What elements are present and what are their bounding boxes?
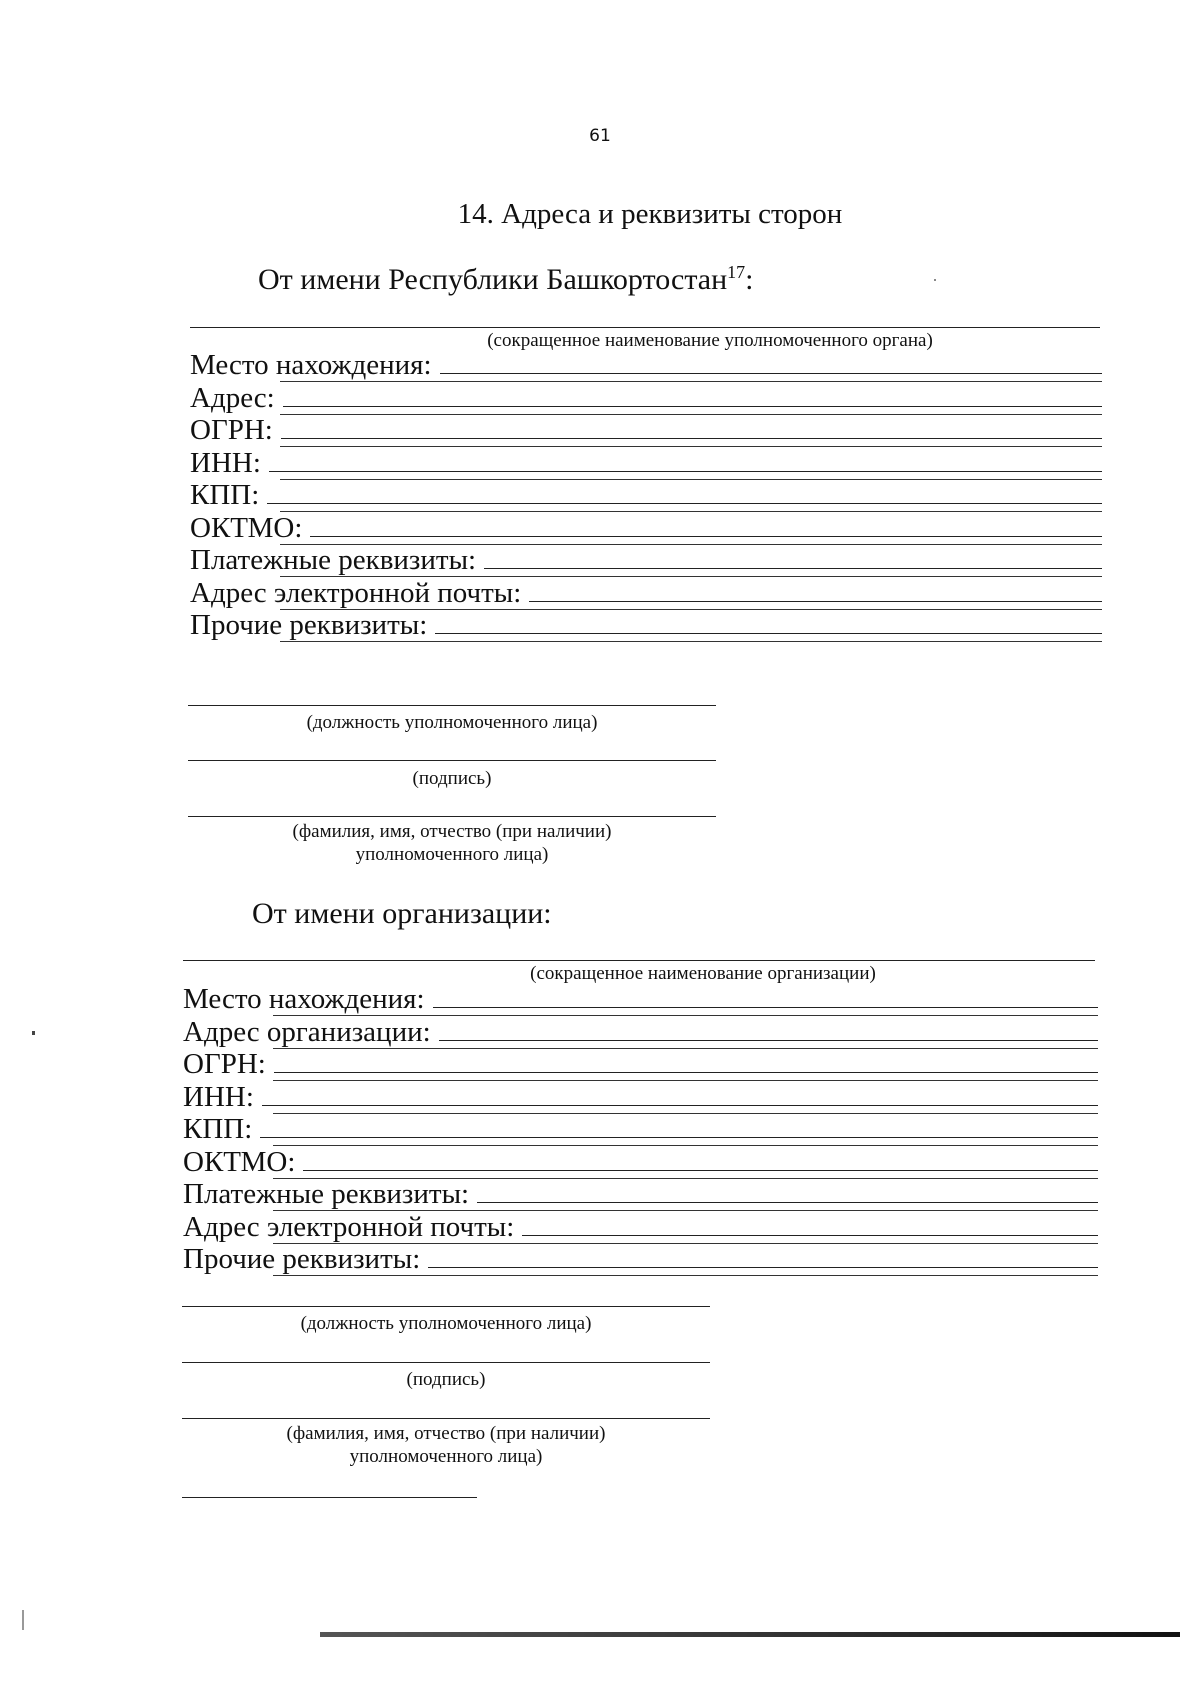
position-caption: (должность уполномоченного лица) (306, 712, 598, 733)
field-label: Прочие реквизиты: (183, 1243, 421, 1275)
field-label: ИНН: (190, 446, 261, 479)
field-blank-line[interactable] (260, 1137, 1098, 1138)
field-label: Адрес электронной почты: (183, 1210, 515, 1243)
form-field-row (183, 1179, 1098, 1209)
signature2-caption: (подпись) (406, 1369, 486, 1390)
org2-name-line[interactable] (183, 960, 1095, 961)
org-name-line[interactable] (190, 327, 1100, 328)
field-guide-line (273, 1275, 1098, 1276)
form-field-row (183, 1212, 1098, 1242)
field-label: Место нахождения: (183, 983, 425, 1015)
section-title: 14. Адреса и реквизиты сторон (457, 198, 843, 230)
field-blank-line[interactable] (440, 373, 1102, 374)
field-blank-line[interactable] (477, 1202, 1098, 1203)
position-line[interactable] (188, 705, 716, 706)
field-label: Адрес электронной почты: (190, 576, 522, 609)
field-label: ОГРН: (190, 414, 273, 446)
field-label: Прочие реквизиты: (190, 609, 428, 641)
full-name2-caption-line2: уполномоченного лица) (349, 1446, 543, 1467)
field-blank-line[interactable] (439, 1040, 1098, 1041)
form-field-row (183, 1147, 1098, 1177)
org-name-caption: (сокращенное наименование уполномоченного органа) (487, 330, 933, 351)
signature2-line[interactable] (182, 1362, 710, 1363)
field-label: Адрес организации: (183, 1015, 431, 1048)
field-label: Место нахождения: (190, 349, 432, 381)
signature-caption: (подпись) (412, 768, 492, 789)
form-field-row (183, 1114, 1098, 1144)
field-blank-line[interactable] (274, 1072, 1098, 1073)
form-field-row (183, 1082, 1098, 1112)
full-name-caption (188, 820, 716, 866)
field-label: Платежные реквизиты: (190, 544, 477, 576)
form-field-row (190, 448, 1102, 478)
scan-speck (934, 279, 936, 281)
field-blank-line[interactable] (433, 1007, 1098, 1008)
field-blank-line[interactable] (310, 536, 1102, 537)
form-field-row (190, 480, 1102, 510)
form-field-row (190, 610, 1102, 640)
scan-bottom-bar (320, 1632, 1180, 1637)
full-name-caption-line1: (фамилия, имя, отчество (при наличии) (292, 821, 612, 842)
form-field-row (190, 383, 1102, 413)
form-field-row (190, 415, 1102, 445)
full-name-caption-line2: уполномоченного лица) (355, 844, 549, 865)
party2-heading: От имени организации: (252, 897, 552, 930)
position2-line[interactable] (182, 1306, 710, 1307)
field-blank-line[interactable] (529, 601, 1102, 602)
field-blank-line[interactable] (281, 438, 1102, 439)
form-field-row (183, 1017, 1098, 1047)
form-field-row (183, 984, 1098, 1014)
form-field-row (190, 513, 1102, 543)
form-field-row (183, 1244, 1098, 1274)
page-number: 61 (589, 126, 611, 146)
form-field-row (190, 545, 1102, 575)
full-name2-caption (182, 1422, 710, 1468)
field-blank-line[interactable] (283, 406, 1102, 407)
field-blank-line[interactable] (262, 1105, 1098, 1106)
field-label: КПП: (183, 1113, 253, 1145)
org2-name-caption: (сокращенное наименование организации) (530, 963, 876, 984)
full-name2-line[interactable] (182, 1418, 710, 1419)
party1-heading-text: От имени Республики Башкортостан (258, 263, 728, 296)
field-blank-line[interactable] (522, 1235, 1098, 1236)
form-field-row (183, 1049, 1098, 1079)
field-label: КПП: (190, 479, 260, 511)
signature-line[interactable] (188, 760, 716, 761)
field-blank-line[interactable] (435, 633, 1102, 634)
field-label: ОКТМО: (190, 511, 303, 544)
field-label: Адрес: (190, 381, 275, 414)
field-blank-line[interactable] (269, 471, 1102, 472)
field-blank-line[interactable] (267, 503, 1102, 504)
footnote-marker: 17 (727, 262, 746, 282)
heading-colon: : (745, 263, 754, 296)
full-name2-caption-line1: (фамилия, имя, отчество (при наличии) (286, 1423, 606, 1444)
field-blank-line[interactable] (484, 568, 1102, 569)
form-field-row (190, 350, 1102, 380)
field-label: Платежные реквизиты: (183, 1178, 470, 1210)
full-name-line[interactable] (188, 816, 716, 817)
field-blank-line[interactable] (428, 1267, 1098, 1268)
form-field-row (190, 578, 1102, 608)
position2-caption: (должность уполномоченного лица) (300, 1313, 592, 1334)
field-guide-line (280, 641, 1102, 642)
field-label: ИНН: (183, 1080, 254, 1113)
party1-heading (258, 262, 754, 297)
field-label: ОКТМО: (183, 1145, 296, 1178)
scan-mark (22, 1610, 24, 1630)
field-label: ОГРН: (183, 1048, 266, 1080)
footnote-separator (182, 1497, 477, 1498)
scan-speck (32, 1031, 35, 1035)
field-blank-line[interactable] (303, 1170, 1098, 1171)
